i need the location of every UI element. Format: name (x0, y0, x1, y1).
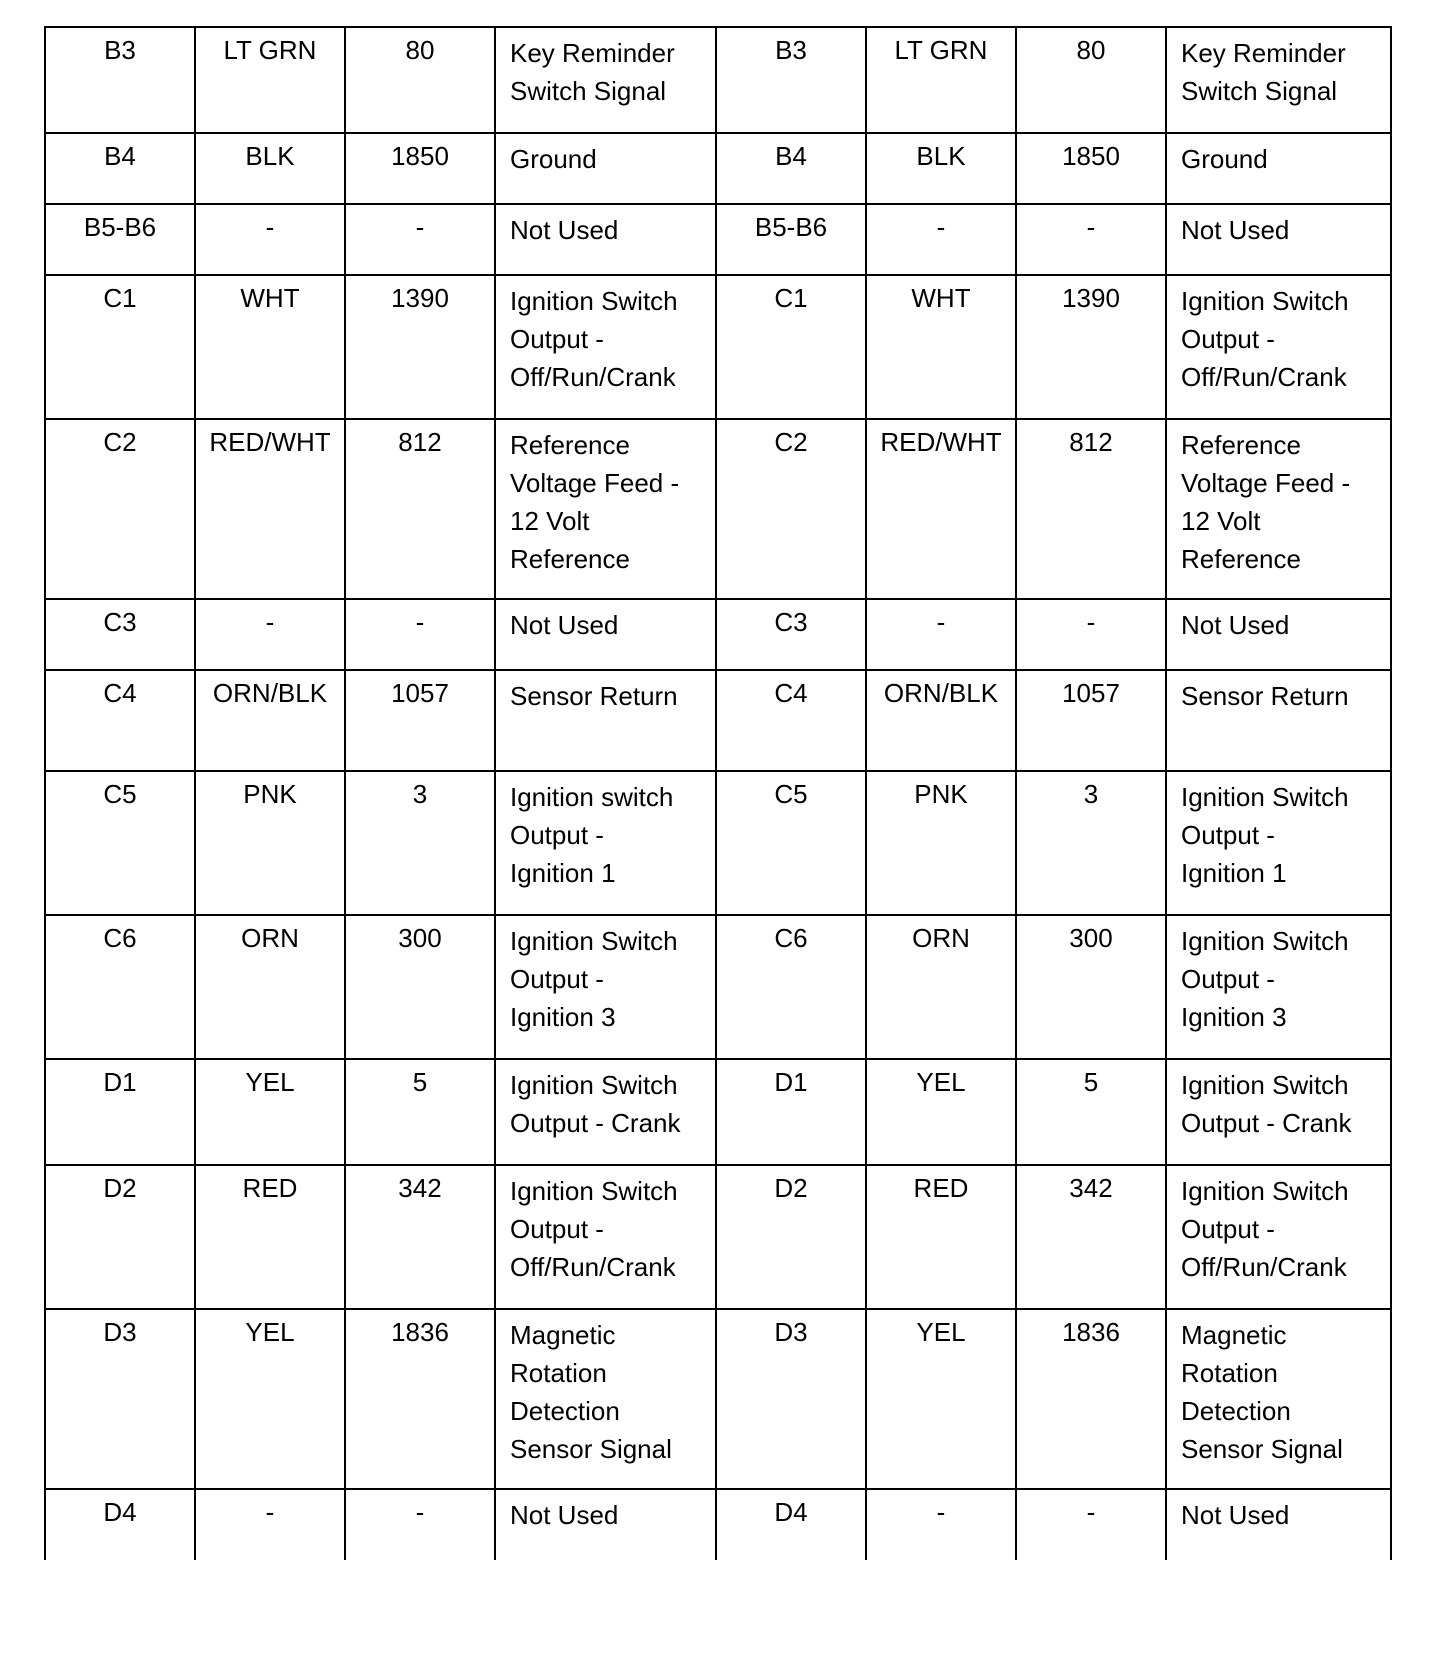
right-function-cell: Ignition Switch Output - Ignition 1 (1166, 771, 1391, 915)
right-circuit-cell: - (1016, 1489, 1166, 1560)
right-function-cell: Not Used (1166, 599, 1391, 670)
left-pin-cell: C5 (45, 771, 195, 915)
left-wire-color-cell: RED/WHT (195, 419, 345, 599)
left-circuit-cell: 342 (345, 1165, 495, 1309)
right-function-cell: Ground (1166, 133, 1391, 204)
left-circuit-cell: 1390 (345, 275, 495, 419)
left-circuit-cell: 812 (345, 419, 495, 599)
right-circuit-cell: 5 (1016, 1059, 1166, 1165)
right-wire-color-cell: YEL (866, 1309, 1016, 1489)
table-row (45, 915, 1391, 1059)
left-function-cell: Magnetic Rotation Detection Sensor Signal (495, 1309, 716, 1489)
left-pin-cell: B5-B6 (45, 204, 195, 275)
left-wire-color-cell: LT GRN (195, 27, 345, 133)
left-function-cell: Sensor Return (495, 670, 716, 771)
right-circuit-cell: 80 (1016, 27, 1166, 133)
right-circuit-cell: 1836 (1016, 1309, 1166, 1489)
right-wire-color-cell: LT GRN (866, 27, 1016, 133)
left-pin-cell: C2 (45, 419, 195, 599)
right-pin-cell: B4 (716, 133, 866, 204)
right-wire-color-cell: PNK (866, 771, 1016, 915)
right-pin-cell: B5-B6 (716, 204, 866, 275)
left-wire-color-cell: - (195, 204, 345, 275)
right-wire-color-cell: - (866, 1489, 1016, 1560)
left-pin-cell: D3 (45, 1309, 195, 1489)
right-pin-cell: C3 (716, 599, 866, 670)
table-row (45, 1165, 1391, 1309)
right-wire-color-cell: ORN/BLK (866, 670, 1016, 771)
left-function-cell: Ignition switch Output - Ignition 1 (495, 771, 716, 915)
right-function-cell: Reference Voltage Feed - 12 Volt Reference (1166, 419, 1391, 599)
right-pin-cell: B3 (716, 27, 866, 133)
left-circuit-cell: 300 (345, 915, 495, 1059)
right-wire-color-cell: RED (866, 1165, 1016, 1309)
left-pin-cell: C6 (45, 915, 195, 1059)
left-circuit-cell: - (345, 204, 495, 275)
pinout-table-body (45, 27, 1391, 1560)
right-wire-color-cell: WHT (866, 275, 1016, 419)
right-pin-cell: C6 (716, 915, 866, 1059)
table-row (45, 419, 1391, 599)
table-row (45, 599, 1391, 670)
table-row (45, 1059, 1391, 1165)
left-wire-color-cell: BLK (195, 133, 345, 204)
right-pin-cell: C2 (716, 419, 866, 599)
right-function-cell: Ignition Switch Output - Ignition 3 (1166, 915, 1391, 1059)
left-function-cell: Ignition Switch Output - Off/Run/Crank (495, 275, 716, 419)
right-circuit-cell: 342 (1016, 1165, 1166, 1309)
left-wire-color-cell: ORN/BLK (195, 670, 345, 771)
left-pin-cell: D2 (45, 1165, 195, 1309)
right-pin-cell: C5 (716, 771, 866, 915)
table-row (45, 133, 1391, 204)
right-wire-color-cell: YEL (866, 1059, 1016, 1165)
left-wire-color-cell: YEL (195, 1309, 345, 1489)
left-circuit-cell: 5 (345, 1059, 495, 1165)
left-function-cell: Ignition Switch Output - Crank (495, 1059, 716, 1165)
left-wire-color-cell: YEL (195, 1059, 345, 1165)
right-circuit-cell: - (1016, 599, 1166, 670)
right-wire-color-cell: - (866, 204, 1016, 275)
connector-pinout-document (44, 26, 1390, 1560)
left-function-cell: Ignition Switch Output - Ignition 3 (495, 915, 716, 1059)
right-function-cell: Key Reminder Switch Signal (1166, 27, 1391, 133)
right-function-cell: Ignition Switch Output - Off/Run/Crank (1166, 275, 1391, 419)
right-circuit-cell: 1057 (1016, 670, 1166, 771)
left-pin-cell: C1 (45, 275, 195, 419)
left-wire-color-cell: RED (195, 1165, 345, 1309)
right-wire-color-cell: RED/WHT (866, 419, 1016, 599)
table-row (45, 670, 1391, 771)
table-row (45, 275, 1391, 419)
left-wire-color-cell: ORN (195, 915, 345, 1059)
right-circuit-cell: 1850 (1016, 133, 1166, 204)
left-pin-cell: D1 (45, 1059, 195, 1165)
left-function-cell: Reference Voltage Feed - 12 Volt Reference (495, 419, 716, 599)
right-function-cell: Ignition Switch Output - Crank (1166, 1059, 1391, 1165)
right-function-cell: Magnetic Rotation Detection Sensor Signal (1166, 1309, 1391, 1489)
right-pin-cell: C1 (716, 275, 866, 419)
left-circuit-cell: - (345, 1489, 495, 1560)
left-pin-cell: B3 (45, 27, 195, 133)
left-pin-cell: C3 (45, 599, 195, 670)
right-pin-cell: D2 (716, 1165, 866, 1309)
left-pin-cell: D4 (45, 1489, 195, 1560)
left-function-cell: Not Used (495, 204, 716, 275)
left-wire-color-cell: - (195, 1489, 345, 1560)
left-circuit-cell: 1057 (345, 670, 495, 771)
right-circuit-cell: 1390 (1016, 275, 1166, 419)
left-pin-cell: C4 (45, 670, 195, 771)
left-wire-color-cell: - (195, 599, 345, 670)
right-function-cell: Not Used (1166, 204, 1391, 275)
right-function-cell: Not Used (1166, 1489, 1391, 1560)
left-function-cell: Key Reminder Switch Signal (495, 27, 716, 133)
right-wire-color-cell: BLK (866, 133, 1016, 204)
table-row (45, 771, 1391, 915)
left-function-cell: Not Used (495, 1489, 716, 1560)
left-function-cell: Ignition Switch Output - Off/Run/Crank (495, 1165, 716, 1309)
right-function-cell: Sensor Return (1166, 670, 1391, 771)
right-pin-cell: D4 (716, 1489, 866, 1560)
left-function-cell: Ground (495, 133, 716, 204)
left-circuit-cell: - (345, 599, 495, 670)
left-pin-cell: B4 (45, 133, 195, 204)
left-circuit-cell: 3 (345, 771, 495, 915)
right-circuit-cell: - (1016, 204, 1166, 275)
left-function-cell: Not Used (495, 599, 716, 670)
right-pin-cell: D3 (716, 1309, 866, 1489)
right-pin-cell: D1 (716, 1059, 866, 1165)
left-wire-color-cell: PNK (195, 771, 345, 915)
right-wire-color-cell: ORN (866, 915, 1016, 1059)
left-circuit-cell: 80 (345, 27, 495, 133)
left-wire-color-cell: WHT (195, 275, 345, 419)
table-row (45, 1309, 1391, 1489)
pinout-table (44, 26, 1392, 1560)
right-wire-color-cell: - (866, 599, 1016, 670)
right-circuit-cell: 812 (1016, 419, 1166, 599)
table-row (45, 204, 1391, 275)
table-row (45, 1489, 1391, 1560)
left-circuit-cell: 1850 (345, 133, 495, 204)
right-circuit-cell: 300 (1016, 915, 1166, 1059)
left-circuit-cell: 1836 (345, 1309, 495, 1489)
right-pin-cell: C4 (716, 670, 866, 771)
right-circuit-cell: 3 (1016, 771, 1166, 915)
table-row (45, 27, 1391, 133)
right-function-cell: Ignition Switch Output - Off/Run/Crank (1166, 1165, 1391, 1309)
